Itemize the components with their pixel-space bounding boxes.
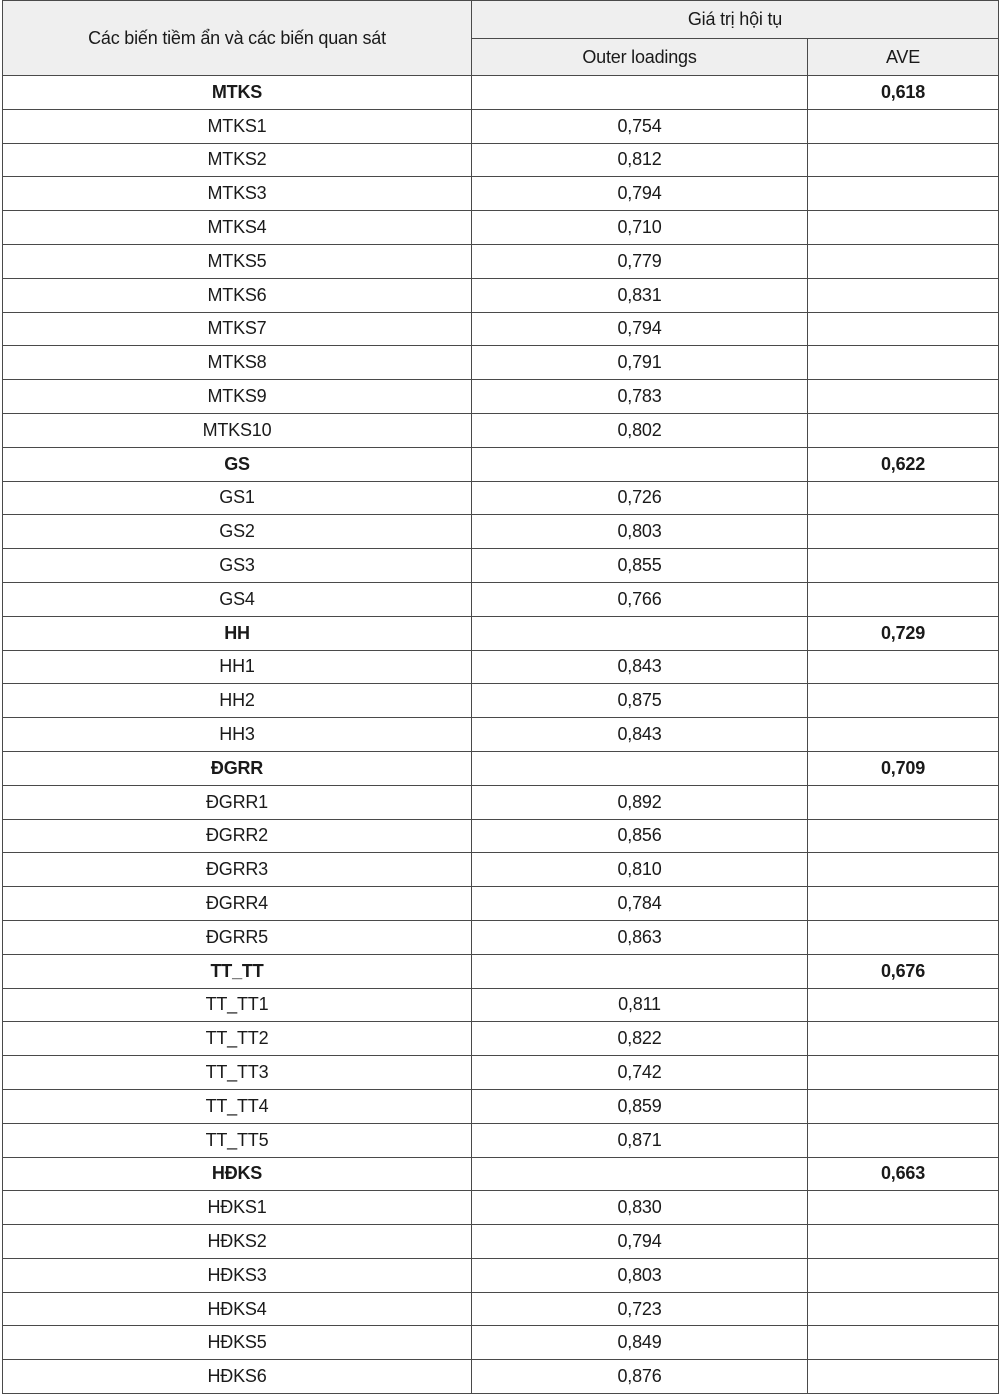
variable-name-cell: GS1 bbox=[3, 481, 472, 515]
ave-cell bbox=[808, 1326, 999, 1360]
observed-variable-row bbox=[3, 853, 999, 887]
observed-variable-row bbox=[3, 312, 999, 346]
outer-loading-cell bbox=[472, 616, 808, 650]
header-outer-loadings: Outer loadings bbox=[472, 39, 808, 76]
observed-variable-row bbox=[3, 819, 999, 853]
observed-variable-row bbox=[3, 481, 999, 515]
observed-variable-row bbox=[3, 413, 999, 447]
latent-variable-row bbox=[3, 751, 999, 785]
latent-variable-row bbox=[3, 447, 999, 481]
ave-cell bbox=[808, 413, 999, 447]
observed-variable-row bbox=[3, 650, 999, 684]
outer-loading-cell: 0,822 bbox=[472, 1022, 808, 1056]
variable-name-cell: MTKS1 bbox=[3, 109, 472, 143]
outer-loading-cell: 0,784 bbox=[472, 887, 808, 921]
convergent-validity-table bbox=[2, 0, 999, 1394]
ave-cell bbox=[808, 819, 999, 853]
outer-loading-cell: 0,811 bbox=[472, 988, 808, 1022]
ave-cell bbox=[808, 177, 999, 211]
ave-cell bbox=[808, 684, 999, 718]
outer-loading-cell: 0,791 bbox=[472, 346, 808, 380]
observed-variable-row bbox=[3, 515, 999, 549]
outer-loading-cell: 0,794 bbox=[472, 177, 808, 211]
ave-cell: 0,676 bbox=[808, 954, 999, 988]
ave-cell bbox=[808, 920, 999, 954]
ave-cell: 0,729 bbox=[808, 616, 999, 650]
ave-cell bbox=[808, 1089, 999, 1123]
header-variables: Các biến tiềm ẩn và các biến quan sát bbox=[3, 1, 472, 76]
variable-name-cell: MTKS8 bbox=[3, 346, 472, 380]
outer-loading-cell bbox=[472, 751, 808, 785]
ave-cell bbox=[808, 785, 999, 819]
ave-cell bbox=[808, 109, 999, 143]
variable-name-cell: HĐKS2 bbox=[3, 1225, 472, 1259]
ave-cell bbox=[808, 244, 999, 278]
outer-loading-cell: 0,831 bbox=[472, 278, 808, 312]
variable-name-cell: MTKS10 bbox=[3, 413, 472, 447]
variable-name-cell: ĐGRR5 bbox=[3, 920, 472, 954]
ave-cell: 0,618 bbox=[808, 76, 999, 110]
observed-variable-row bbox=[3, 278, 999, 312]
latent-variable-row bbox=[3, 76, 999, 110]
variable-name-cell: TT_TT4 bbox=[3, 1089, 472, 1123]
variable-name-cell: GS2 bbox=[3, 515, 472, 549]
variable-name-cell: TT_TT1 bbox=[3, 988, 472, 1022]
ave-cell bbox=[808, 211, 999, 245]
ave-cell bbox=[808, 312, 999, 346]
variable-name-cell: HĐKS5 bbox=[3, 1326, 472, 1360]
variable-name-cell: TT_TT5 bbox=[3, 1123, 472, 1157]
outer-loading-cell: 0,803 bbox=[472, 1258, 808, 1292]
variable-name-cell: MTKS4 bbox=[3, 211, 472, 245]
ave-cell bbox=[808, 380, 999, 414]
observed-variable-row bbox=[3, 1326, 999, 1360]
observed-variable-row bbox=[3, 380, 999, 414]
outer-loading-cell: 0,856 bbox=[472, 819, 808, 853]
ave-cell bbox=[808, 988, 999, 1022]
observed-variable-row bbox=[3, 1089, 999, 1123]
ave-cell: 0,709 bbox=[808, 751, 999, 785]
variable-name-cell: MTKS3 bbox=[3, 177, 472, 211]
observed-variable-row bbox=[3, 177, 999, 211]
variable-name-cell: ĐGRR3 bbox=[3, 853, 472, 887]
ave-cell bbox=[808, 481, 999, 515]
observed-variable-row bbox=[3, 1360, 999, 1394]
outer-loading-cell: 0,843 bbox=[472, 650, 808, 684]
variable-name-cell: HH3 bbox=[3, 718, 472, 752]
ave-cell bbox=[808, 1191, 999, 1225]
observed-variable-row bbox=[3, 211, 999, 245]
ave-cell: 0,622 bbox=[808, 447, 999, 481]
ave-cell bbox=[808, 143, 999, 177]
variable-name-cell: ĐGRR4 bbox=[3, 887, 472, 921]
table-body bbox=[3, 76, 999, 1394]
outer-loading-cell: 0,802 bbox=[472, 413, 808, 447]
ave-cell bbox=[808, 515, 999, 549]
variable-name-cell: ĐGRR1 bbox=[3, 785, 472, 819]
ave-cell bbox=[808, 1292, 999, 1326]
ave-cell bbox=[808, 1225, 999, 1259]
outer-loading-cell: 0,803 bbox=[472, 515, 808, 549]
outer-loading-cell: 0,855 bbox=[472, 549, 808, 583]
observed-variable-row bbox=[3, 109, 999, 143]
variable-name-cell: HĐKS1 bbox=[3, 1191, 472, 1225]
ave-cell bbox=[808, 278, 999, 312]
observed-variable-row bbox=[3, 988, 999, 1022]
header-ave: AVE bbox=[808, 39, 999, 76]
outer-loading-cell: 0,812 bbox=[472, 143, 808, 177]
variable-name-cell: GS3 bbox=[3, 549, 472, 583]
variable-name-cell: HĐKS4 bbox=[3, 1292, 472, 1326]
table-header bbox=[3, 1, 999, 76]
variable-name-cell: HĐKS3 bbox=[3, 1258, 472, 1292]
outer-loading-cell bbox=[472, 447, 808, 481]
outer-loading-cell: 0,779 bbox=[472, 244, 808, 278]
observed-variable-row bbox=[3, 1056, 999, 1090]
variable-name-cell: TT_TT3 bbox=[3, 1056, 472, 1090]
observed-variable-row bbox=[3, 718, 999, 752]
latent-variable-row bbox=[3, 1157, 999, 1191]
observed-variable-row bbox=[3, 1191, 999, 1225]
variable-name-cell: HĐKS bbox=[3, 1157, 472, 1191]
ave-cell bbox=[808, 582, 999, 616]
variable-name-cell: GS bbox=[3, 447, 472, 481]
observed-variable-row bbox=[3, 582, 999, 616]
observed-variable-row bbox=[3, 1225, 999, 1259]
ave-cell bbox=[808, 549, 999, 583]
variable-name-cell: ĐGRR2 bbox=[3, 819, 472, 853]
variable-name-cell: MTKS2 bbox=[3, 143, 472, 177]
outer-loading-cell: 0,723 bbox=[472, 1292, 808, 1326]
observed-variable-row bbox=[3, 1022, 999, 1056]
header-convergent-validity: Giá trị hội tụ bbox=[472, 1, 999, 39]
ave-cell bbox=[808, 1360, 999, 1394]
ave-cell bbox=[808, 346, 999, 380]
outer-loading-cell: 0,875 bbox=[472, 684, 808, 718]
outer-loading-cell: 0,710 bbox=[472, 211, 808, 245]
observed-variable-row bbox=[3, 143, 999, 177]
outer-loading-cell: 0,859 bbox=[472, 1089, 808, 1123]
variable-name-cell: HH bbox=[3, 616, 472, 650]
outer-loading-cell: 0,849 bbox=[472, 1326, 808, 1360]
observed-variable-row bbox=[3, 1258, 999, 1292]
ave-cell bbox=[808, 1056, 999, 1090]
observed-variable-row bbox=[3, 346, 999, 380]
ave-cell bbox=[808, 1258, 999, 1292]
variable-name-cell: MTKS7 bbox=[3, 312, 472, 346]
observed-variable-row bbox=[3, 549, 999, 583]
latent-variable-row bbox=[3, 954, 999, 988]
outer-loading-cell: 0,892 bbox=[472, 785, 808, 819]
ave-cell bbox=[808, 718, 999, 752]
variable-name-cell: MTKS bbox=[3, 76, 472, 110]
outer-loading-cell: 0,766 bbox=[472, 582, 808, 616]
variable-name-cell: ĐGRR bbox=[3, 751, 472, 785]
observed-variable-row bbox=[3, 785, 999, 819]
variable-name-cell: MTKS9 bbox=[3, 380, 472, 414]
observed-variable-row bbox=[3, 920, 999, 954]
outer-loading-cell: 0,863 bbox=[472, 920, 808, 954]
variable-name-cell: MTKS5 bbox=[3, 244, 472, 278]
ave-cell bbox=[808, 853, 999, 887]
outer-loading-cell: 0,830 bbox=[472, 1191, 808, 1225]
outer-loading-cell: 0,742 bbox=[472, 1056, 808, 1090]
variable-name-cell: MTKS6 bbox=[3, 278, 472, 312]
outer-loading-cell: 0,876 bbox=[472, 1360, 808, 1394]
latent-variable-row bbox=[3, 616, 999, 650]
outer-loading-cell: 0,843 bbox=[472, 718, 808, 752]
observed-variable-row bbox=[3, 684, 999, 718]
variable-name-cell: GS4 bbox=[3, 582, 472, 616]
outer-loading-cell: 0,794 bbox=[472, 312, 808, 346]
variable-name-cell: HH1 bbox=[3, 650, 472, 684]
outer-loading-cell: 0,810 bbox=[472, 853, 808, 887]
ave-cell bbox=[808, 887, 999, 921]
ave-cell bbox=[808, 650, 999, 684]
outer-loading-cell bbox=[472, 1157, 808, 1191]
ave-cell bbox=[808, 1123, 999, 1157]
ave-cell: 0,663 bbox=[808, 1157, 999, 1191]
outer-loading-cell: 0,783 bbox=[472, 380, 808, 414]
outer-loading-cell: 0,794 bbox=[472, 1225, 808, 1259]
outer-loading-cell bbox=[472, 76, 808, 110]
outer-loading-cell bbox=[472, 954, 808, 988]
variable-name-cell: HH2 bbox=[3, 684, 472, 718]
observed-variable-row bbox=[3, 244, 999, 278]
outer-loading-cell: 0,754 bbox=[472, 109, 808, 143]
outer-loading-cell: 0,871 bbox=[472, 1123, 808, 1157]
observed-variable-row bbox=[3, 1123, 999, 1157]
outer-loading-cell: 0,726 bbox=[472, 481, 808, 515]
variable-name-cell: TT_TT bbox=[3, 954, 472, 988]
observed-variable-row bbox=[3, 1292, 999, 1326]
variable-name-cell: TT_TT2 bbox=[3, 1022, 472, 1056]
variable-name-cell: HĐKS6 bbox=[3, 1360, 472, 1394]
observed-variable-row bbox=[3, 887, 999, 921]
ave-cell bbox=[808, 1022, 999, 1056]
